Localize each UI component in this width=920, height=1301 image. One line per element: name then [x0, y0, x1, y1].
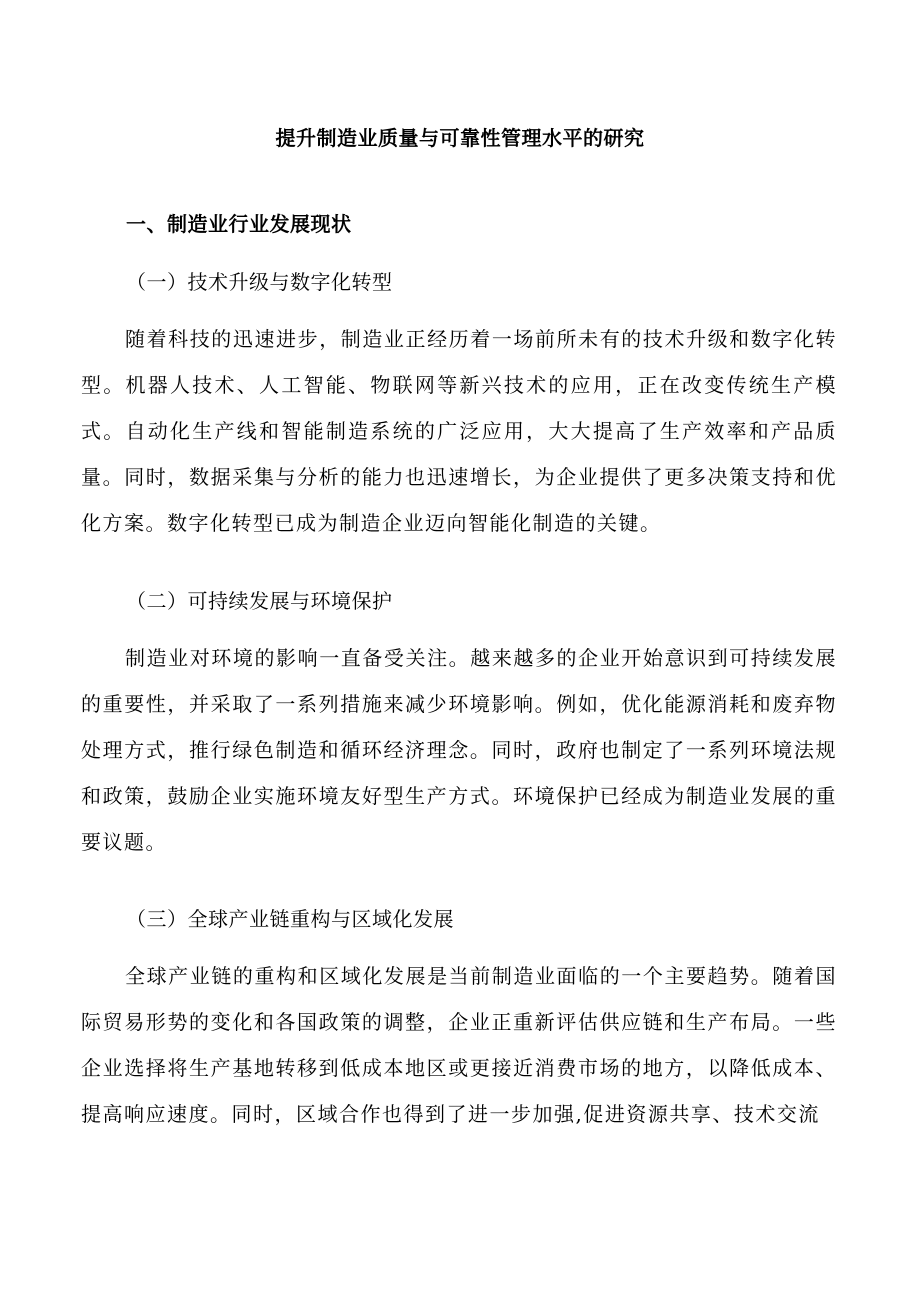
- subsection-heading-3: （三）全球产业链重构与区域化发展: [126, 907, 454, 931]
- subsection-heading-1: （一）技术升级与数字化转型: [126, 270, 393, 294]
- paragraph-1: 随着科技的迅速进步，制造业正经历着一场前所未有的技术升级和数字化转型。机器人技术、人工智能、物联网等新兴技术的应用，正在改变传统生产模式。自动化生产线和智能制造系统的广泛应用，大大提高了生产效率和产品质量。同时，数据采集与分析的能力也迅速增长，为企业提供了更多决策支持和优化方案。数字化转型已成为制造企业迈向智能化制造的关键。: [81, 327, 837, 535]
- paragraph-2: 制造业对环境的影响一直备受关注。越来越多的企业开始意识到可持续发展的重要性，并采取了一系列措施来减少环境影响。例如，优化能源消耗和废弃物处理方式，推行绿色制造和循环经济理念。同时，政府也制定了一系列环境法规和政策，鼓励企业实施环境友好型生产方式。环境保护已经成为制造业发展的重要议题。: [81, 646, 837, 854]
- paragraph-3: 全球产业链的重构和区域化发展是当前制造业面临的一个主要趋势。随着国际贸易形势的变化和各国政策的调整，企业正重新评估供应链和生产布局。一些企业选择将生产基地转移到低成本地区或更接近消费市场的地方，以降低成本、提高响应速度。同时，区域合作也得到了进一步加强,促进资源共享、技术交流: [81, 964, 837, 1126]
- section-heading: 一、制造业行业发展现状: [126, 212, 352, 236]
- subsection-heading-2: （二）可持续发展与环境保护: [126, 589, 393, 613]
- document-title: 提升制造业质量与可靠性管理水平的研究: [275, 126, 645, 150]
